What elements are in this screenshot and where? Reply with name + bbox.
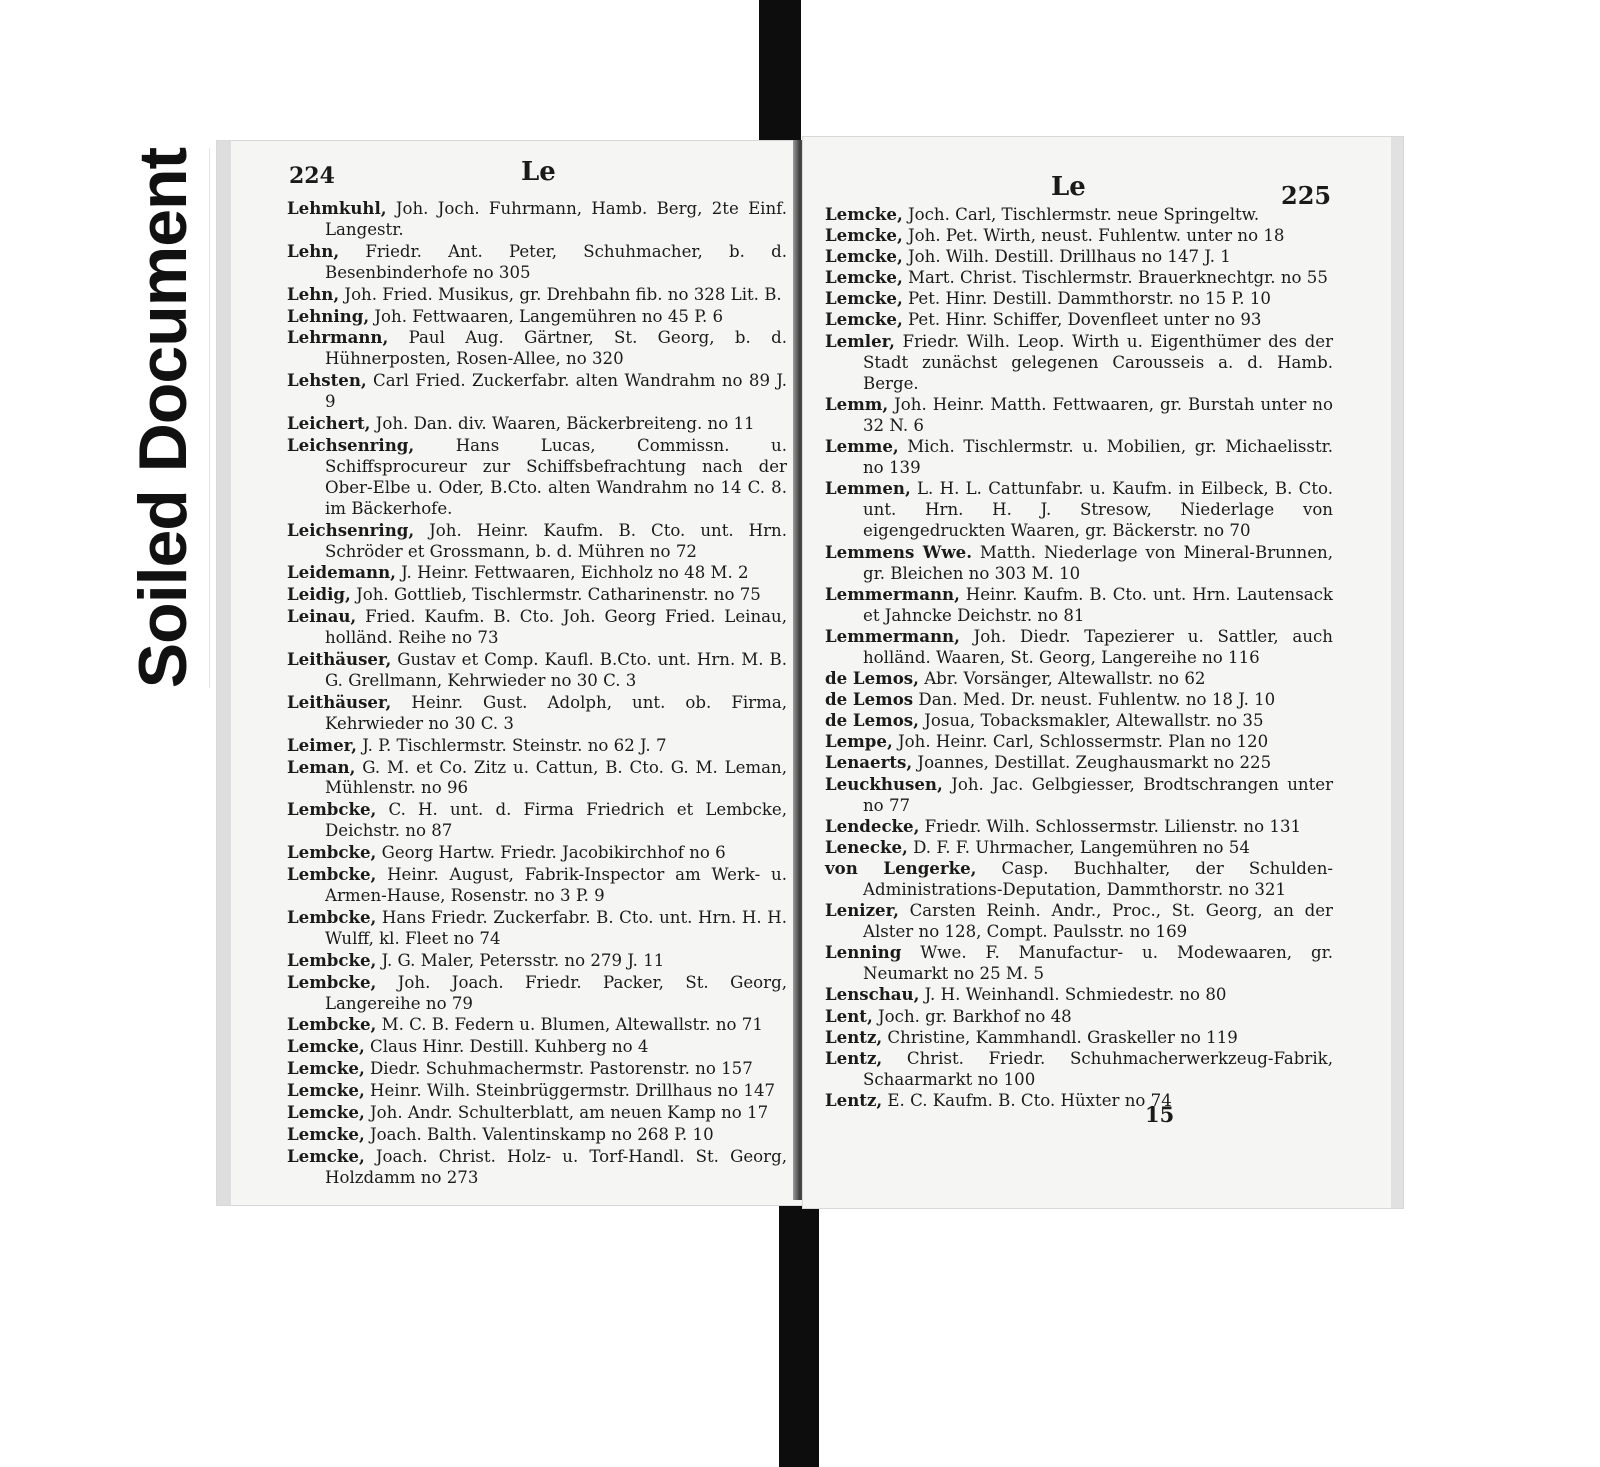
page-number: 225 [1281,181,1332,210]
entry-details: Christ. Friedr. Schuhmacherwerkzeug-Fabrik, Schaarmarkt no 100 [863,1048,1333,1089]
entry-details: Carsten Reinh. Andr., Proc., St. Georg, an der Alster no 128, Compt. Paulsstr. no 169 [863,901,1333,942]
entry-details: Fried. Kaufm. B. Cto. Joh. Georg Fried. Leinau, holländ. Reihe no 73 [325,607,787,648]
entry-surname: Lemm, [825,393,889,414]
directory-entry [287,520,787,563]
directory-entry [287,606,787,649]
directory-entry [825,225,1333,246]
entry-surname: Leidig, [287,584,351,605]
directory-entry [825,267,1333,288]
entry-surname: Leuckhusen, [825,773,943,794]
entry-details: J. Heinr. Fettwaaren, Eichholz no 48 M. 2 [395,563,749,583]
entry-details: M. C. B. Federn u. Blumen, Altewallstr. no 71 [376,1015,763,1035]
directory-entry [825,309,1333,330]
entry-details: Joach. Christ. Holz- u. Torf-Handl. St. Georg, Holzdamm no 273 [325,1146,787,1187]
entry-details: Gustav et Comp. Kaufl. B.Cto. unt. Hrn. M. B. G. Grellmann, Kehrwieder no 30 C. 3 [325,650,787,690]
entry-surname: Lemmens Wwe. [825,541,972,562]
directory-entry [825,1090,1333,1111]
directory-entry [287,435,787,520]
entry-details: L. H. L. Cattunfabr. u. Kaufm. in Eilbeck, B. Cto. unt. Hrn. H. J. Stresow, Niederlage von eigengedruckten Waaren, gr. Bäckerstr. no 70 [863,479,1333,541]
directory-entry [287,972,787,1015]
entry-details: Joch. Carl, Tischlermstr. neue Springeltw. [902,205,1260,224]
directory-entry [825,288,1333,309]
entry-surname: Leimer, [287,734,357,755]
entry-surname: Lehmkuhl, [287,198,387,218]
running-head: Le [1051,172,1086,202]
entry-details: Pet. Hinr. Destill. Dammthorstr. no 15 P. 10 [902,289,1271,309]
directory-entry [287,1102,787,1124]
directory-entry [825,984,1333,1005]
directory-entry [287,799,787,842]
entry-surname: Lembcke, [287,949,377,970]
entry-surname: Lembcke, [287,1014,377,1035]
directory-entry [287,1058,787,1080]
entry-surname: Lemcke, [825,204,903,224]
entry-surname: Lenaerts, [825,752,913,773]
directory-entry [287,950,787,972]
directory-entry [825,436,1333,478]
entry-details: J. H. Weinhandl. Schmiedestr. no 80 [919,985,1227,1005]
directory-entry [825,816,1333,837]
entry-surname: Lembcke, [287,864,377,885]
entry-surname: Leithäuser, [287,649,392,670]
directory-entry [287,562,787,584]
entry-surname: Leichsenring, [287,434,415,455]
entry-surname: Lemcke, [287,1123,365,1144]
directory-entry [287,241,787,284]
entry-surname: de Lemos, [825,668,919,689]
directory-entry [825,394,1333,436]
signature-mark: 15 [1145,1102,1175,1127]
entry-surname: de Lemos [825,689,914,710]
entry-details: Matth. Niederlage von Mineral-Brunnen, gr. Bleichen no 303 M. 10 [863,542,1333,583]
directory-entry [825,1006,1333,1027]
directory-entry [287,1080,787,1102]
entry-details: Joh. Heinr. Carl, Schlossermstr. Plan no 120 [892,732,1269,752]
entry-details: Friedr. Ant. Peter, Schuhmacher, b. d. Besenbinderhofe no 305 [325,241,787,282]
entry-details: C. H. unt. d. Firma Friedrich et Lembcke, Deichstr. no 87 [325,800,787,841]
directory-entry [825,752,1333,773]
entry-details: Joh. Heinr. Kaufm. B. Cto. unt. Hrn. Schröder et Grossmann, b. d. Mühren no 72 [325,520,787,561]
running-head: Le [521,157,556,187]
binding-bar-bottom [779,1195,819,1467]
entry-details: Joh. Fried. Musikus, gr. Drehbahn fib. no 328 Lit. B. [339,284,782,304]
directory-entry [287,584,787,606]
entry-surname: Lemmen, [825,478,911,499]
entry-details: J. G. Maler, Petersstr. no 279 J. 11 [376,950,665,970]
directory-entry [825,626,1333,668]
entry-surname: Lehrmann, [287,327,389,348]
entry-surname: Leinau, [287,606,357,627]
entry-details: Friedr. Wilh. Schlossermstr. Lilienstr. no 131 [919,816,1302,836]
directory-entry [287,327,787,370]
entry-details: Georg Hartw. Friedr. Jacobikirchhof no 6 [376,843,726,863]
entry-details: Heinr. Gust. Adolph, unt. ob. Firma, Kehrwieder no 30 C. 3 [325,692,787,733]
directory-entry [825,689,1333,710]
entry-surname: Lembcke, [287,906,377,927]
entry-surname: Lehsten, [287,370,367,391]
entry-details: Joannes, Destillat. Zeughausmarkt no 225 [912,753,1272,773]
entry-surname: Lenning [825,942,902,963]
directory-entry [825,204,1333,225]
entry-surname: Lemme, [825,436,899,457]
entry-details: Joh. Dan. div. Waaren, Bäckerbreiteng. no 11 [370,414,755,434]
entry-surname: Lemler, [825,330,895,351]
entry-surname: Lenizer, [825,900,899,921]
binding-bar-top [759,0,801,145]
entry-surname: Lemcke, [287,1145,365,1166]
entry-details: G. M. et Co. Zitz u. Cattun, B. Cto. G. M. Leman, Mühlenstr. no 96 [325,757,787,798]
directory-entry [287,907,787,950]
entry-details: E. C. Kaufm. B. Cto. Hüxter no 74 [882,1090,1172,1110]
entry-details: Joh. Fettwaaren, Langemühren no 45 P. 6 [369,306,724,326]
entry-details: Friedr. Wilh. Leop. Wirth u. Eigenthümer des der Stadt zunächst gelegenen Carousseis a. d. Hamb. Berge. [863,331,1333,393]
entry-surname: Lemcke, [287,1080,365,1101]
entry-surname: Leichsenring, [287,519,415,540]
entry-details: Heinr. Wilh. Steinbrüggermstr. Drillhaus no 147 [364,1081,776,1101]
entry-details: Joh. Heinr. Matth. Fettwaaren, gr. Burstah unter no 32 N. 6 [863,394,1333,435]
entry-surname: Lehn, [287,283,340,304]
directory-entry [287,413,787,435]
entry-surname: Lemcke, [825,267,903,288]
directory-entry [825,478,1333,541]
entry-surname: Lembcke, [287,799,377,820]
directory-list [287,198,787,1189]
directory-entry [287,1036,787,1058]
entry-surname: Lenschau, [825,984,920,1005]
entry-surname: Lemcke, [825,309,903,330]
entry-details: Casp. Buchhalter, der Schulden-Administrations-Deputation, Dammthorstr. no 321 [863,858,1333,899]
directory-entry [825,1027,1333,1048]
directory-entry [825,774,1333,816]
directory-entry [287,306,787,328]
entry-surname: Lemcke, [287,1102,365,1123]
entry-surname: Lemcke, [287,1036,365,1057]
entry-surname: Lembcke, [287,971,377,992]
entry-details: Paul Aug. Gärtner, St. Georg, b. d. Hühnerposten, Rosen-Allee, no 320 [325,328,787,369]
directory-entry [287,757,787,800]
entry-details: Hans Friedr. Zuckerfabr. B. Cto. unt. Hrn. H. H. Wulff, kl. Fleet no 74 [325,907,787,948]
entry-surname: Lemcke, [825,225,903,246]
directory-entry [287,649,787,692]
directory-entry [287,370,787,413]
entry-details: Joh. Diedr. Tapezierer u. Sattler, auch holländ. Waaren, St. Georg, Langereihe no 116 [863,626,1333,667]
entry-details: Mart. Christ. Tischlermstr. Brauerknechtgr. no 55 [902,268,1328,288]
entry-surname: Lent, [825,1005,873,1026]
entry-details: Joch. gr. Barkhof no 48 [872,1006,1072,1026]
entry-surname: Lemcke, [825,246,903,267]
entry-details: Diedr. Schuhmachermstr. Pastorenstr. no 157 [364,1059,753,1079]
entry-surname: de Lemos, [825,710,919,731]
directory-entry [287,735,787,757]
entry-surname: Lemmermann, [825,583,960,604]
entry-details: Joh. Pet. Wirth, neust. Fuhlentw. unter no 18 [902,226,1285,246]
entry-details: Joach. Balth. Valentinskamp no 268 P. 10 [364,1124,714,1144]
entry-surname: Lemmermann, [825,625,960,646]
entry-details: D. F. F. Uhrmacher, Langemühren no 54 [907,837,1250,857]
entry-details: Wwe. F. Manufactur- u. Modewaaren, gr. Neumarkt no 25 M. 5 [863,943,1333,984]
entry-surname: Leman, [287,756,356,777]
directory-entry [825,668,1333,689]
entry-surname: Leichert, [287,413,371,434]
entry-details: Joh. Joach. Friedr. Packer, St. Georg, Langereihe no 79 [325,972,787,1013]
entry-surname: Lembcke, [287,842,377,863]
entry-details: Joh. Joch. Fuhrmann, Hamb. Berg, 2te Einf. Langestr. [325,199,787,239]
directory-list [825,204,1333,1111]
entry-details: Pet. Hinr. Schiffer, Dovenfleet unter no 93 [902,310,1262,330]
entry-details: Hans Lucas, Commissn. u. Schiffsprocureur zur Schiffsbefrachtung nach der Ober-Elbe u. Oder, B.Cto. alten Wandrahm no 14 C. 8. im Bäckerhofe. [325,435,787,518]
right-page [803,137,1403,1208]
directory-entry [287,284,787,306]
directory-entry [825,542,1333,584]
directory-entry [287,864,787,907]
entry-surname: Leithäuser, [287,691,392,712]
directory-entry [825,710,1333,731]
entry-details: Dan. Med. Dr. neust. Fuhlentw. no 18 J. 10 [913,690,1276,710]
directory-entry [287,842,787,864]
entry-details: Heinr. August, Fabrik-Inspector am Werk- u. Armen-Hause, Rosenstr. no 3 P. 9 [325,865,787,905]
entry-surname: Lenecke, [825,836,908,857]
entry-surname: Lentz, [825,1026,883,1047]
directory-entry [287,692,787,735]
directory-entry [825,942,1333,984]
entry-details: Claus Hinr. Destill. Kuhberg no 4 [364,1037,649,1057]
directory-entry [287,1124,787,1146]
entry-details: Josua, Tobacksmakler, Altewallstr. no 35 [918,711,1264,731]
entry-details: Carl Fried. Zuckerfabr. alten Wandrahm no 89 J. 9 [325,371,787,412]
entry-surname: Lendecke, [825,815,920,836]
directory-entry [825,900,1333,942]
entry-surname: Lempe, [825,731,893,752]
entry-details: Joh. Jac. Gelbgiesser, Brodtschrangen unter no 77 [863,774,1333,815]
entry-details: Joh. Gottlieb, Tischlermstr. Catharinenstr. no 75 [350,585,761,605]
entry-surname: Lehn, [287,240,340,261]
side-label: Soiled Document [125,147,201,689]
entry-surname: Lemcke, [825,288,903,309]
entry-details: J. P. Tischlermstr. Steinstr. no 62 J. 7 [356,735,667,755]
page-number: 224 [289,163,335,189]
left-page [217,141,811,1205]
directory-entry [287,1014,787,1036]
directory-entry [825,246,1333,267]
entry-surname: Lemcke, [287,1058,365,1079]
directory-entry [825,837,1333,858]
directory-entry [825,731,1333,752]
directory-entry [825,1048,1333,1090]
entry-details: Christine, Kammhandl. Graskeller no 119 [882,1027,1238,1047]
directory-entry [287,1146,787,1189]
directory-entry [287,198,787,241]
directory-entry [825,331,1333,394]
entry-details: Joh. Wilh. Destill. Drillhaus no 147 J. 1 [902,247,1231,267]
entry-details: Heinr. Kaufm. B. Cto. unt. Hrn. Lautensack et Jahncke Deichstr. no 81 [863,584,1333,625]
entry-details: Mich. Tischlermstr. u. Mobilien, gr. Michaelisstr. no 139 [863,437,1333,478]
directory-entry [825,584,1333,626]
entry-surname: Lentz, [825,1089,883,1110]
entry-details: Joh. Andr. Schulterblatt, am neuen Kamp no 17 [364,1103,769,1123]
entry-surname: Leidemann, [287,562,396,583]
entry-details: Abr. Vorsänger, Altewallstr. no 62 [918,669,1206,689]
entry-surname: Lentz, [825,1047,883,1068]
entry-surname: Lehning, [287,305,370,326]
entry-surname: von Lengerke, [825,857,977,878]
directory-entry [825,858,1333,900]
